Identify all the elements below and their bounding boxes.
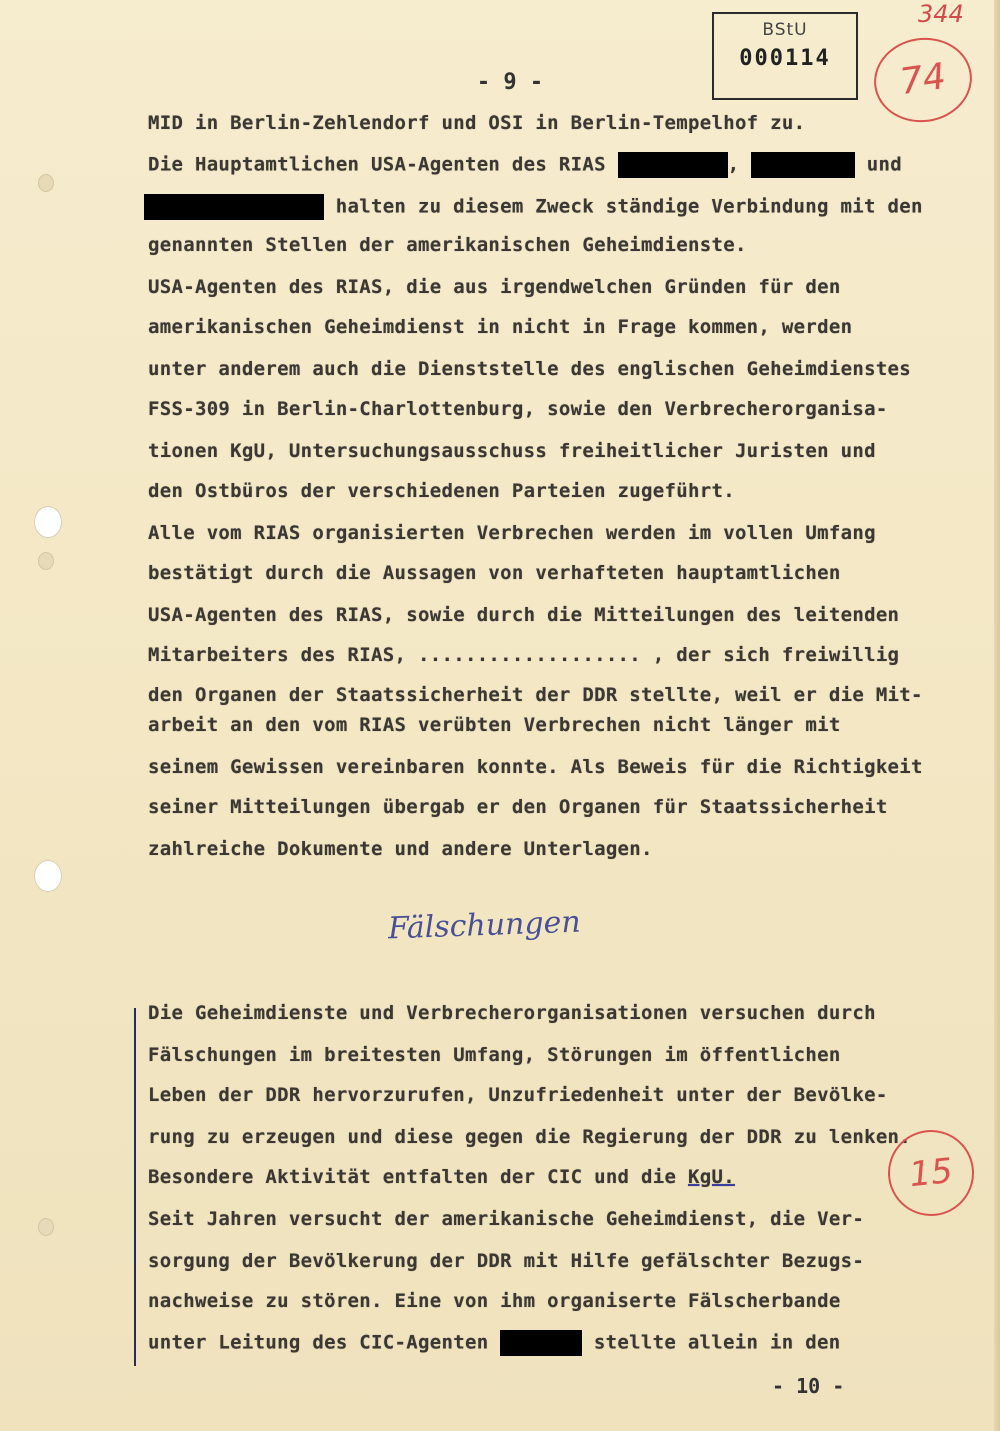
page-number: - 9 - [476, 70, 544, 95]
archive-stamp [712, 12, 858, 100]
text-line: USA-Agenten des RIAS, sowie durch die Mitteilungen des leitenden [148, 604, 900, 626]
redaction-bar [500, 1330, 582, 1356]
page-edge [994, 0, 1000, 1431]
annotation-top-number: 344 [918, 0, 964, 28]
paper-mark [38, 552, 54, 570]
next-page-number: - 10 - [772, 1374, 845, 1398]
text-line: amerikanischen Geheimdienst in nicht in Frage kommen, werden [148, 316, 853, 338]
text-line: Seit Jahren versucht der amerikanische Geheimdienst, die Ver- [148, 1208, 865, 1230]
text-line: seinem Gewissen vereinbaren konnte. Als Beweis für die Richtigkeit [148, 756, 923, 778]
text-line: den Ostbüros der verschiedenen Parteien zugeführt. [148, 480, 735, 502]
text-segment: und [855, 153, 903, 176]
text-line: den Organen der Staatssicherheit der DDR stellte, weil er die Mit- [148, 684, 923, 706]
text-line: sorgung der Bevölkerung der DDR mit Hilfe gefälschter Bezugs- [148, 1250, 865, 1272]
text-line [148, 1166, 735, 1188]
text-line [148, 1330, 840, 1356]
annotation-circle-bottom: 15 [884, 1126, 979, 1221]
text-line: Fälschungen im breitesten Umfang, Störungen im öffentlichen [148, 1044, 841, 1066]
text-line: genannten Stellen der amerikanischen Geheimdienste. [148, 234, 747, 256]
text-line: unter anderem auch die Dienststelle des englischen Geheimdienstes [148, 358, 912, 380]
text-line: Mitarbeiters des RIAS, ................... , der sich freiwillig [148, 644, 900, 666]
redaction-bar [618, 152, 728, 178]
text-line: Alle vom RIAS organisierten Verbrechen werden im vollen Umfang [148, 522, 876, 544]
handwritten-heading: Fälschungen [387, 904, 582, 947]
text-line: bestätigt durch die Aussagen von verhafteten hauptamtlichen [148, 562, 841, 584]
margin-sideline [134, 1008, 136, 1366]
text-line: MID in Berlin-Zehlendorf und OSI in Berlin-Tempelhof zu. [148, 112, 806, 134]
paper-mark [38, 174, 54, 192]
stamp-number: 000114 [739, 46, 831, 71]
text-line: arbeit an den vom RIAS verübten Verbrechen nicht länger mit [148, 714, 841, 736]
text-segment: , [727, 153, 752, 176]
text-segment: Besondere Aktivität entfalten der CIC und die [148, 1166, 688, 1188]
text-line: FSS-309 in Berlin-Charlottenburg, sowie den Verbrecherorganisa- [148, 398, 888, 420]
text-line: rung zu erzeugen und diese gegen die Regierung der DDR zu lenken. [148, 1126, 912, 1148]
text-line: Leben der DDR hervorzurufen, Unzufriedenheit unter der Bevölke- [148, 1084, 888, 1106]
punch-hole-top [34, 506, 62, 538]
text-line: USA-Agenten des RIAS, die aus irgendwelchen Gründen für den [148, 276, 841, 298]
text-segment: Die Hauptamtlichen USA-Agenten des RIAS [148, 153, 618, 176]
text-line: Die Geheimdienste und Verbrecherorganisationen versuchen durch [148, 1002, 876, 1024]
text-segment: halten zu diesem Zweck ständige Verbindung mit den [324, 195, 923, 218]
text-line [144, 194, 923, 220]
stamp-label: BStU [762, 20, 808, 40]
text-line: nachweise zu stören. Eine von ihm organiserte Fälscherbande [148, 1290, 841, 1312]
text-line [148, 152, 902, 178]
annotation-circle-top: 74 [869, 32, 978, 129]
paper-mark [38, 1218, 54, 1236]
text-line: tionen KgU, Untersuchungsausschuss freiheitlicher Juristen und [148, 440, 876, 462]
text-line: zahlreiche Dokumente und andere Unterlagen. [148, 838, 653, 860]
text-line: seiner Mitteilungen übergab er den Organen für Staatssicherheit [148, 796, 888, 818]
underlined-kgu: KgU. [688, 1166, 735, 1188]
text-segment: unter Leitung des CIC-Agenten [148, 1331, 501, 1354]
redaction-bar [144, 194, 324, 220]
punch-hole-bottom [34, 860, 62, 892]
text-segment: stellte allein in den [582, 1331, 841, 1354]
redaction-bar [751, 152, 855, 178]
